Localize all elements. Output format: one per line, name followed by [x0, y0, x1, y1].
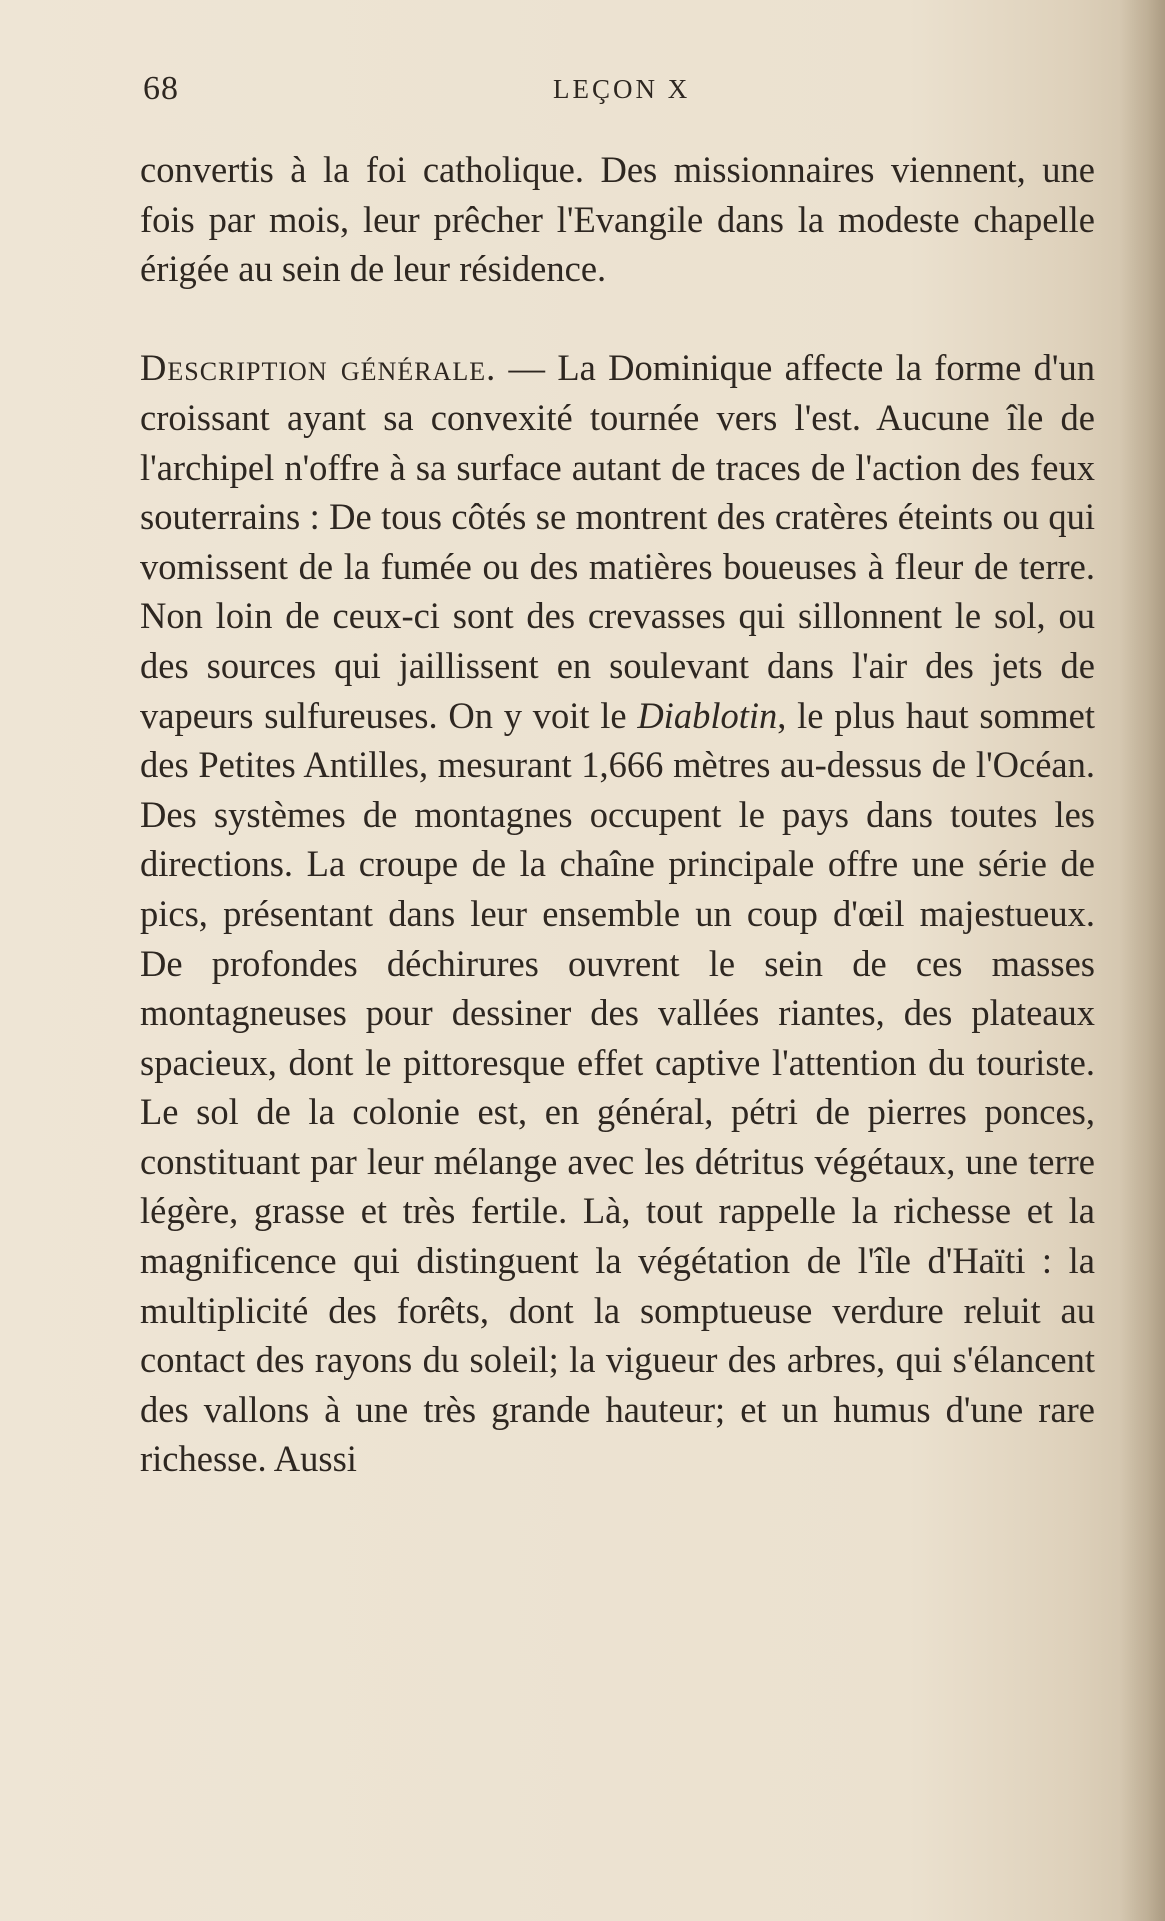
continued-paragraph: convertis à la foi catholique. Des missionnaires viennent, une fois par mois, leur prêcher l'Evangile dans la modeste chapelle érigée au sein de leur résidence.	[140, 149, 1095, 290]
body-text	[140, 145, 1095, 1484]
section-heading: Description générale.	[140, 347, 497, 389]
page-edge-shadow	[1120, 0, 1165, 1921]
chapter-title: LEÇON X	[553, 74, 691, 104]
running-head	[143, 70, 1093, 120]
heading-dash: —	[496, 347, 558, 389]
description-paragraph	[140, 343, 1095, 1484]
italic-place-name: Diablotin	[637, 694, 778, 736]
paragraph-text-part-1: La Dominique affecte la forme d'un croissant ayant sa convexité tournée vers l'est. Aucune île de l'archipel n'offre à sa surface autant de traces de l'action des feux souterrains : De tous côtés se montrent des cratères éteints ou qui vomissent de la fumée ou des matières boueuses à fleur de terre. Non loin de ceux-ci sont des crevasses qui sillonnent le sol, ou des sources qui jaillissent en soulevant dans l'air des jets de vapeurs sulfureuses. On y voit le	[140, 347, 1096, 736]
page-number: 68	[143, 70, 179, 107]
paragraph-text-part-2: , le plus haut sommet des Petites Antilles, mesurant 1,666 mètres au-dessus de l'Océan. Des systèmes de montagnes occupent le pays dans toutes les directions. La croupe de la chaîne principale offre une série de pics, présentant dans leur ensemble un coup d'œil majestueux. De profondes déchirures ouvrent le sein de ces masses montagneuses pour dessiner des vallées riantes, des plateaux spacieux, dont le pittoresque effet captive l'attention du touriste. Le sol de la colonie est, en général, pétri de pierres ponces, constituant par leur mélange avec les détritus végétaux, une terre légère, grasse et très fertile. Là, tout rappelle la richesse et la magnificence qui distinguent la végétation de l'île d'Haïti : la multiplicité des forêts, dont la somptueuse verdure reluit au contact des rayons du soleil; la vigueur des arbres, qui s'élancent des vallons à une très grande hauteur; et un humus d'une rare richesse. Aussi	[140, 694, 1095, 1480]
